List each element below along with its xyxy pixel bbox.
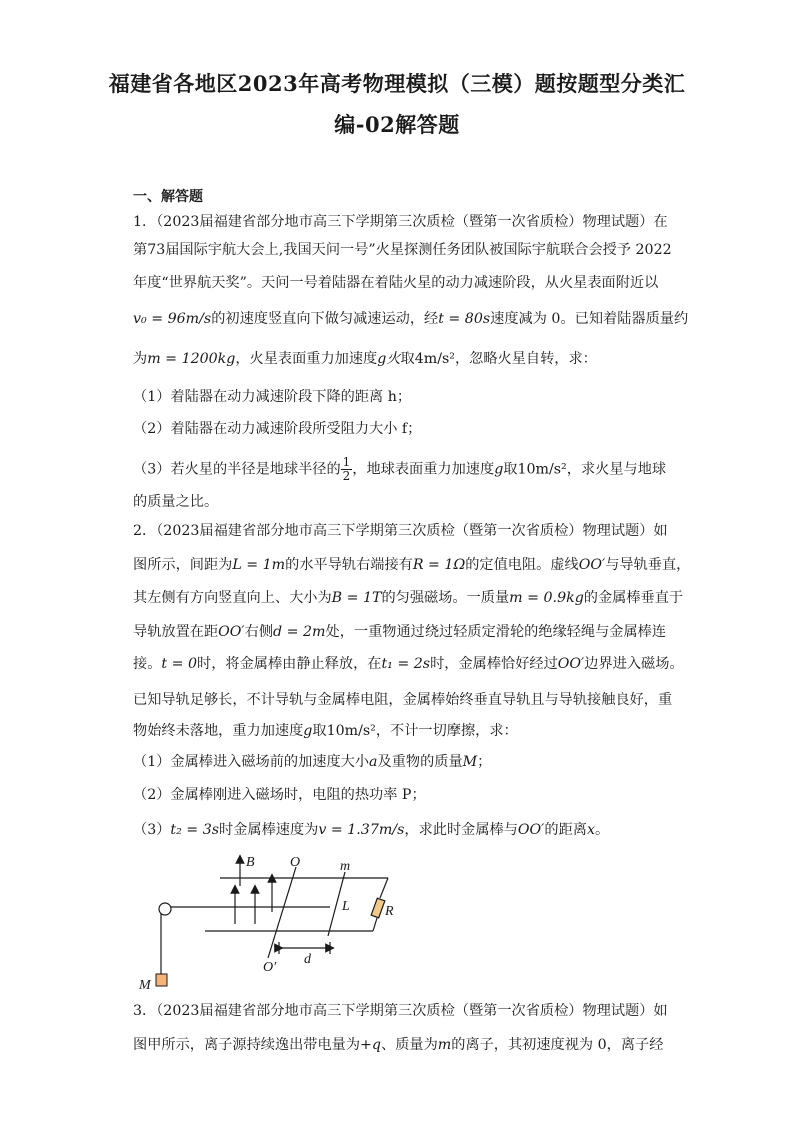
formula: OO′ <box>218 624 245 640</box>
text: 导轨放置在距 <box>133 624 219 640</box>
text: 取 <box>400 351 415 367</box>
label-L: L <box>342 899 350 914</box>
text: 的金属棒垂直于 <box>583 590 684 606</box>
page-title-line-1: 福建省各地区2023年高考物理模拟（三模）题按题型分类汇 <box>108 71 686 96</box>
text: 取 <box>503 461 518 478</box>
text: （3） <box>133 822 171 838</box>
text: ，忽略火星自转，求： <box>454 351 597 367</box>
formula: v = 1.37m/s <box>318 822 405 838</box>
text: 的水平导轨右端接有 <box>285 557 413 573</box>
resistor <box>371 898 385 918</box>
weight-block <box>156 974 167 986</box>
label-m: m <box>340 859 351 874</box>
formula: B = 1T <box>331 590 382 606</box>
q1-subquestion-2: （2）着陆器在动力减速阶段所受阻力大小 f； <box>133 421 422 437</box>
formula: t₂ = 3s <box>170 822 220 838</box>
formula: OO′ <box>557 656 585 672</box>
q1-line: 1．（2023届福建省部分地市高三下学期第三次质检（暨第一次省质检）物理试题）在 <box>133 214 668 230</box>
text: 的离子，其初速度视为 0，离子经 <box>451 1037 664 1053</box>
formula: 10m/s² <box>326 723 376 739</box>
formula: g <box>303 723 313 739</box>
q1-line: 第73届国际宇航大会上,我国天问一号”火星探测任务团队被国际宇航联合会授予 2022 <box>133 242 672 258</box>
formula: 10m/s² <box>517 461 567 478</box>
q1-subquestion-1: （1）着陆器在动力减速阶段下降的距离 h； <box>133 389 412 405</box>
text: 的初速度竖直向下做匀减速运动，经 <box>211 311 439 327</box>
formula: m = 0.9kg <box>509 590 584 606</box>
text: ，地球表面重力加速度 <box>352 461 495 478</box>
label-M: M <box>139 978 151 993</box>
formula: d = 2m <box>273 624 326 640</box>
text: 及重物的质量 <box>377 754 463 770</box>
text: 处，一重物通过绕过轻质定滑轮的绝缘轻绳与金属棒连 <box>325 624 667 640</box>
text: ； <box>477 754 492 770</box>
q1-line <box>133 309 688 329</box>
text: 时，将金属棒由静止释放，在 <box>197 656 382 672</box>
text: 的距离 <box>544 822 587 838</box>
text: （1）金属棒进入磁场前的加速度大小 <box>133 754 370 770</box>
formula: m = 1200kg <box>147 351 236 367</box>
q2-line <box>133 654 684 674</box>
text: 时金属棒速度为 <box>219 822 319 838</box>
q2-line <box>133 588 683 608</box>
text: ，求此时金属棒与 <box>404 822 518 838</box>
q2-line <box>133 721 518 741</box>
text: 与导轨垂直， <box>605 557 691 573</box>
resistor-wire-top <box>380 878 388 898</box>
text: （3）若火星的半径是地球半径的 <box>133 461 341 478</box>
pulley <box>159 903 171 915</box>
formula: t = 0 <box>161 656 198 672</box>
label-d: d <box>304 952 311 967</box>
label-O: O <box>290 855 301 870</box>
q2-subquestion-3 <box>133 820 609 840</box>
text: 物始终未落地，重力加速度 <box>133 723 304 739</box>
q2-subquestion-1 <box>133 752 491 772</box>
text: ，不计一切摩擦，求： <box>375 723 518 739</box>
text: 接。 <box>133 656 162 672</box>
q2-line: 2．（2023届福建省部分地市高三下学期第三次质检（暨第一次省质检）物理试题）如 <box>133 523 668 539</box>
text: 速度减为 0。已知着陆器质量约 <box>490 311 689 327</box>
q1-line: 年度“世界航天奖”。天问一号着陆器在着陆火星的动力减速阶段，从火星表面附近以 <box>133 275 659 291</box>
formula: a <box>369 754 378 770</box>
text: 取 <box>312 723 327 739</box>
text: 图甲所示，离子源持续逸出带电量为 <box>133 1037 361 1053</box>
formula: m <box>437 1037 452 1053</box>
fraction-denominator: 2 <box>342 469 351 483</box>
text: 的定值电阻。虚线 <box>465 557 579 573</box>
formula: OO′ <box>578 557 606 573</box>
q2-line <box>133 622 666 642</box>
text: 图所示，间距为 <box>133 557 233 573</box>
q2-line: 已知导轨足够长，不计导轨与金属棒电阻，金属棒始终垂直导轨且与导轨接触良好，重 <box>133 692 673 708</box>
resistor-wire-bottom <box>373 918 377 931</box>
label-B: B <box>246 855 255 870</box>
q1-subquestion-3 <box>133 456 666 483</box>
q2-subquestion-2: （2）金属棒刚进入磁场时，电阻的热功率 P； <box>133 787 426 803</box>
fraction <box>341 456 353 483</box>
q1-line <box>133 349 597 369</box>
text: 右侧 <box>244 624 274 640</box>
text: ，火星表面重力加速度 <box>235 351 378 367</box>
formula: R = 1Ω <box>412 557 466 573</box>
text: ，求火星与地球 <box>566 461 667 478</box>
formula: t₁ = 2s <box>381 656 431 672</box>
formula: t = 80s <box>438 311 491 327</box>
label-O-prime: O′ <box>263 960 277 975</box>
formula: 4m/s² <box>414 351 455 367</box>
text: 的匀强磁场。一质量 <box>381 590 510 606</box>
formula: g火 <box>377 351 401 367</box>
fraction-numerator: 1 <box>342 455 351 469</box>
formula: OO′ <box>517 822 545 838</box>
label-R: R <box>385 904 394 919</box>
section-heading: 一、解答题 <box>133 189 203 205</box>
formula: M <box>462 754 478 770</box>
formula: v₀ = 96m/s <box>133 311 212 327</box>
text: 边界进入磁场。 <box>584 656 684 672</box>
formula: L = 1m <box>232 557 286 573</box>
page-title-line-2: 编-02解答题 <box>334 112 460 137</box>
q3-line <box>133 1035 663 1055</box>
q2-line <box>133 555 690 575</box>
text: 、质量为 <box>381 1037 438 1053</box>
text: 。 <box>594 822 610 838</box>
formula: +q <box>360 1037 381 1053</box>
q1-line: 的质量之比。 <box>133 494 219 510</box>
circuit-figure <box>133 850 403 1000</box>
q3-line: 3．（2023届福建省部分地市高三下学期第三次质检（暨第一次省质检）物理试题）如 <box>133 1003 668 1019</box>
text: 其左侧有方向竖直向上、大小为 <box>133 590 332 606</box>
text: 时，金属棒恰好经过 <box>430 656 558 672</box>
text: 为 <box>133 351 148 367</box>
formula: x <box>586 822 595 838</box>
formula: g <box>494 461 504 478</box>
